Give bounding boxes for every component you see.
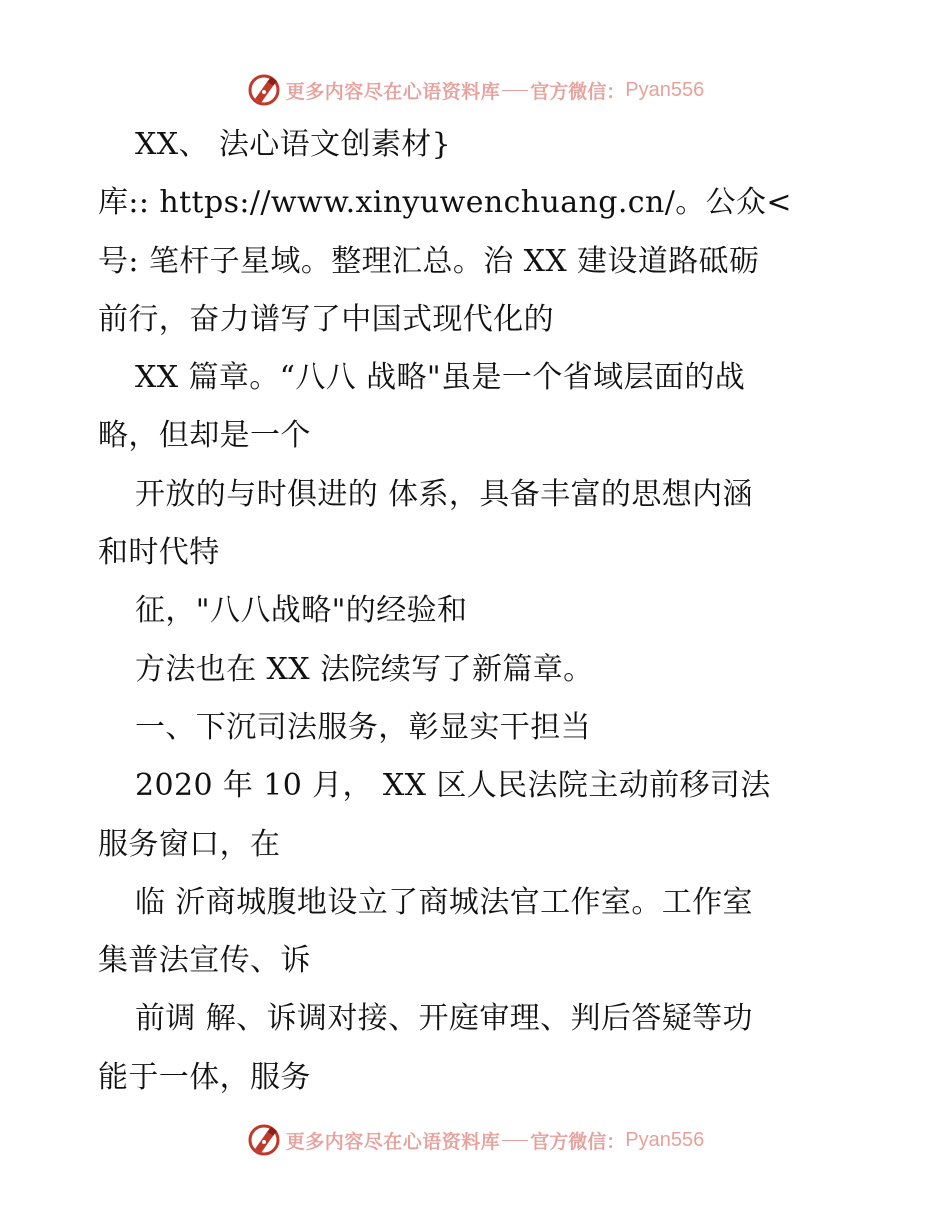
- text-line: XX 篇章。“八八 战略"虽是一个省域层面的战: [135, 360, 746, 396]
- text-line: 集普法宣传、诉: [98, 943, 311, 979]
- text-line: 库:: https://www.xinyuwenchuang.cn/。公众<: [98, 185, 792, 221]
- pen-nib-logo-icon: [246, 1122, 282, 1158]
- watermark-brand-text: 更多内容尽在心语资料库: [285, 1130, 501, 1153]
- text-line: 临 沂商城腹地设立了商城法官工作室。工作室: [135, 884, 753, 920]
- text-line: 一、下沉司法服务，彰显实干担当: [135, 709, 591, 745]
- text-line: 和时代特: [98, 535, 220, 571]
- text-line: XX、 法心语文创素材}: [135, 127, 452, 162]
- watermark-separator: [502, 1140, 528, 1141]
- watermark-official-text: 官方微信：: [530, 1130, 626, 1153]
- text-line: 方法也在 XX 法院续写了新篇章。: [135, 651, 594, 687]
- text-line: 征，"八八战略"的经验和: [135, 593, 468, 629]
- header-watermark: [0, 70, 950, 110]
- footer-watermark: [0, 1120, 950, 1160]
- watermark-brand-text: 更多内容尽在心语资料库: [285, 80, 501, 103]
- watermark-wechat-id: Pyan556: [625, 78, 705, 101]
- text-line: 2020 年 10 月， XX 区人民法院主动前移司法: [135, 768, 771, 804]
- text-line: 开放的与时俱进的 体系，具备丰富的思想内涵: [135, 476, 753, 512]
- watermark-wechat-id: Pyan556: [625, 1128, 705, 1151]
- pen-nib-logo-icon: [246, 72, 282, 108]
- text-line: 略，但却是一个: [98, 418, 311, 454]
- watermark-official-text: 官方微信：: [530, 80, 626, 103]
- document-body: [98, 116, 858, 1107]
- text-line: 服务窗口，在: [98, 826, 281, 862]
- watermark-separator: [502, 90, 528, 91]
- text-line: 前调 解、诉调对接、开庭审理、判后答疑等功: [135, 1001, 753, 1037]
- text-line: 能于一体，服务: [98, 1059, 311, 1095]
- text-line: 前行，奋力谱写了中国式现代化的: [98, 301, 554, 337]
- text-line: 号: 笔杆子星域。整理汇总。治 XX 建设道路砥砺: [98, 243, 760, 279]
